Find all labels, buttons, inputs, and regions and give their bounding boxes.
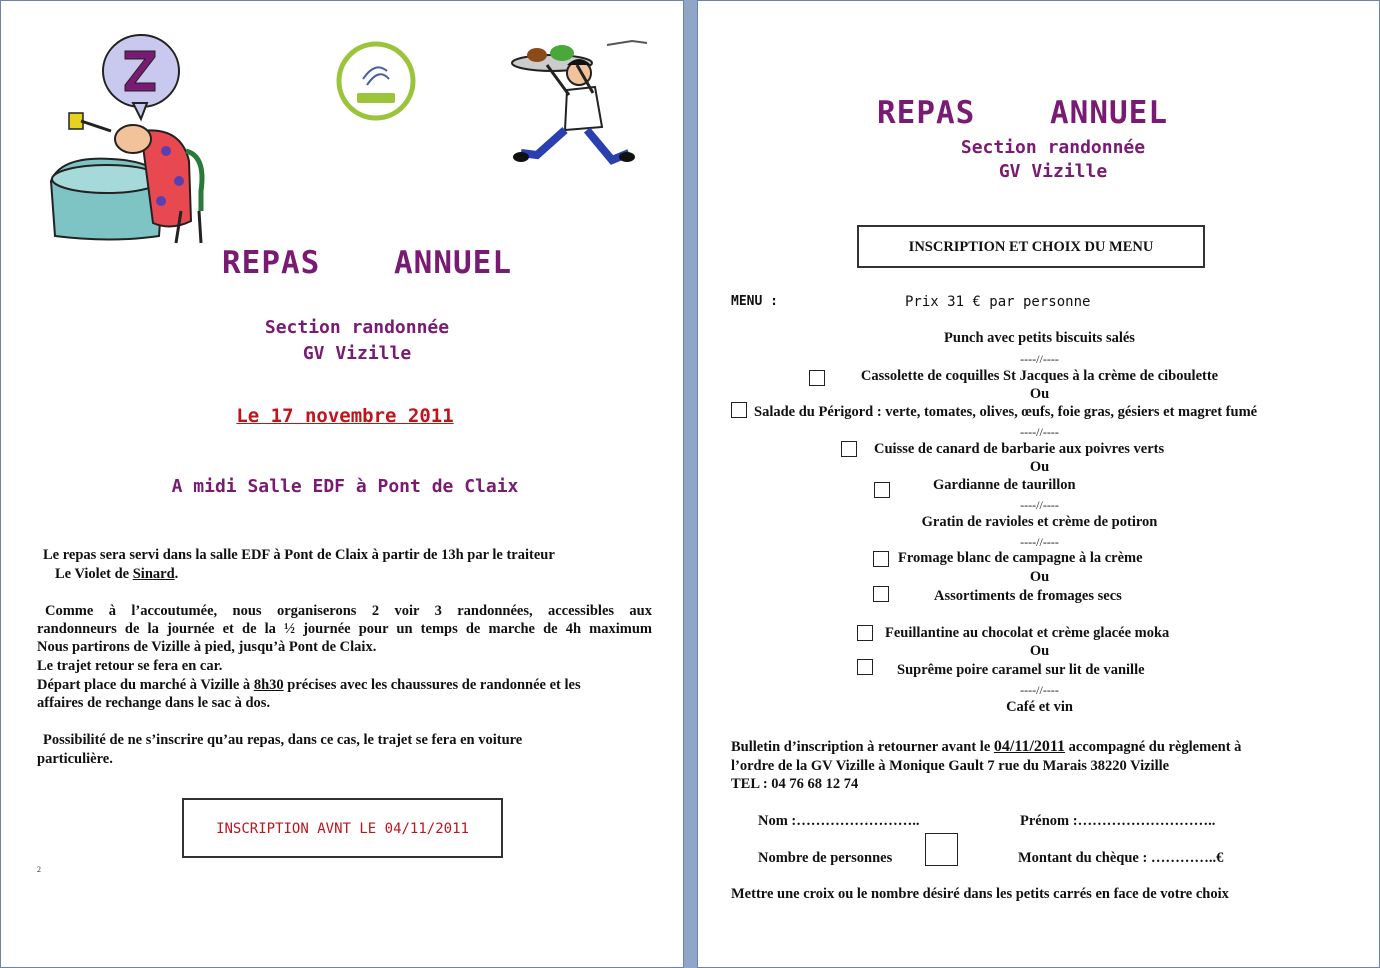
event-date: Le 17 novembre 2011 <box>236 405 454 427</box>
sleeping-man-illustration <box>41 31 211 246</box>
departure-text-end: précises avec les chaussures de randonnée et les <box>283 677 581 693</box>
paragraph-hikes-line6: affaires de rechange dans le sac à dos. <box>37 695 271 711</box>
right-page <box>697 0 1380 968</box>
bulletin-line1 <box>731 738 1241 757</box>
waiter-illustration <box>507 35 657 185</box>
menu-accompagnement: Gratin de ravioles et crème de potiron <box>921 514 1158 530</box>
menu-dessert-2: Suprême poire caramel sur lit de vanille <box>897 662 1145 678</box>
checkbox-fromage-2[interactable] <box>873 586 889 602</box>
menu-aperitif: Punch avec petits biscuits salés <box>944 330 1135 346</box>
paragraph-hikes-line3: Nous partirons de Vizille à pied, jusqu’à Pont de Claix. <box>37 639 377 655</box>
or-label: Ou <box>1029 643 1050 659</box>
page-number: 2 <box>37 865 41 874</box>
montant-field[interactable]: Montant du chèque : …………..€ <box>1018 850 1224 866</box>
paragraph-hikes-line5 <box>37 676 581 695</box>
checkbox-dessert-1[interactable] <box>857 625 873 641</box>
menu-price: Prix 31 € par personne <box>905 294 1091 310</box>
departure-time: 8h30 <box>253 677 284 693</box>
right-title-word1: REPAS <box>877 95 976 131</box>
bulletin-text: Bulletin d’inscription à retourner avant le <box>731 739 994 755</box>
separator: ----//---- <box>1020 498 1059 512</box>
menu-entree-1: Cassolette de coquilles St Jacques à la crème de ciboulette <box>860 368 1219 384</box>
menu-header-text: INSCRIPTION ET CHOIX DU MENU <box>908 239 1154 255</box>
menu-plat-2: Gardianne de taurillon <box>933 477 1076 493</box>
nombre-personnes-box[interactable] <box>925 833 958 866</box>
right-subtitle-club: GV Vizille <box>998 161 1108 182</box>
or-label: Ou <box>1029 386 1050 402</box>
separator: ----//---- <box>1020 425 1059 439</box>
checkbox-plat-2[interactable] <box>874 482 890 498</box>
nom-field[interactable]: Nom :…………………….. <box>758 813 920 829</box>
event-location: A midi Salle EDF à Pont de Claix <box>171 476 519 497</box>
checkbox-dessert-2[interactable] <box>857 659 873 675</box>
period: . <box>174 566 179 582</box>
menu-boisson: Café et vin <box>1006 699 1073 715</box>
paragraph-meal-only-line2: particulière. <box>37 751 113 767</box>
caterer-name: Le Violet de <box>55 566 133 582</box>
left-title-word2: ANNUEL <box>394 245 512 281</box>
caterer-town: Sinard <box>132 566 175 582</box>
inscription-deadline-text: INSCRIPTION AVNT LE 04/11/2011 <box>216 821 469 837</box>
menu-dessert-1: Feuillantine au chocolat et crème glacée moka <box>885 625 1170 641</box>
menu-fromage-1: Fromage blanc de campagne à la crème <box>898 550 1143 566</box>
bulletin-line2: l’ordre de la GV Vizille à Monique Gault 7 rue du Marais 38220 Vizille <box>731 758 1170 774</box>
paragraph-hikes-line4: Le trajet retour se fera en car. <box>37 658 223 674</box>
checkbox-entree-2[interactable] <box>731 402 747 418</box>
right-title-word2: ANNUEL <box>1050 95 1168 131</box>
left-subtitle-section: Section randonnée <box>264 317 450 338</box>
prenom-field[interactable]: Prénom :……………………….. <box>1020 813 1216 829</box>
or-label: Ou <box>1029 569 1050 585</box>
bulletin-phone: TEL : 04 76 68 12 74 <box>731 776 859 792</box>
paragraph-intro-line2 <box>55 565 178 584</box>
separator: ----//---- <box>1020 352 1059 366</box>
menu-label: MENU : <box>731 294 778 309</box>
left-page <box>0 0 684 968</box>
left-subtitle-club: GV Vizille <box>302 343 412 364</box>
checkbox-fromage-1[interactable] <box>873 551 889 567</box>
or-label: Ou <box>1029 459 1050 475</box>
menu-plat-1: Cuisse de canard de barbarie aux poivres verts <box>874 441 1165 457</box>
paragraph-meal-only-line1: Possibilité de ne s’inscrire qu’au repas, dans ce cas, le trajet se fera en voiture <box>43 732 523 748</box>
paragraph-hikes-line2: randonneurs de la journée et de la ½ journée pour un temps de marche de 4h maximum <box>37 621 652 637</box>
paragraph-intro-line1: Le repas sera servi dans la salle EDF à Pont de Claix à partir de 13h par le traiteur <box>43 547 555 563</box>
paragraph-hikes-line1: Comme à l’accoutumée, nous organiserons 2 voir 3 randonnées, accessibles aux <box>45 603 652 619</box>
menu-header-box <box>857 225 1205 268</box>
epgv-logo <box>335 41 417 121</box>
menu-entree-2: Salade du Périgord : verte, tomates, olives, œufs, foie gras, gésiers et magret fumé <box>754 404 1258 420</box>
instructions-text: Mettre une croix ou le nombre désiré dans les petits carrés en face de votre choix <box>731 886 1229 902</box>
left-title-word1: REPAS <box>222 245 321 281</box>
separator: ----//---- <box>1020 683 1059 697</box>
bulletin-deadline-date: 04/11/2011 <box>993 738 1066 755</box>
departure-text: Départ place du marché à Vizille à <box>37 677 254 693</box>
menu-fromage-2: Assortiments de fromages secs <box>934 588 1122 604</box>
right-subtitle-section: Section randonnée <box>960 137 1146 158</box>
checkbox-plat-1[interactable] <box>841 441 857 457</box>
bulletin-text-end: accompagné du règlement à <box>1065 739 1242 755</box>
inscription-deadline-box <box>182 798 503 858</box>
separator: ----//---- <box>1020 535 1059 549</box>
nombre-personnes-label: Nombre de personnes <box>758 850 893 866</box>
